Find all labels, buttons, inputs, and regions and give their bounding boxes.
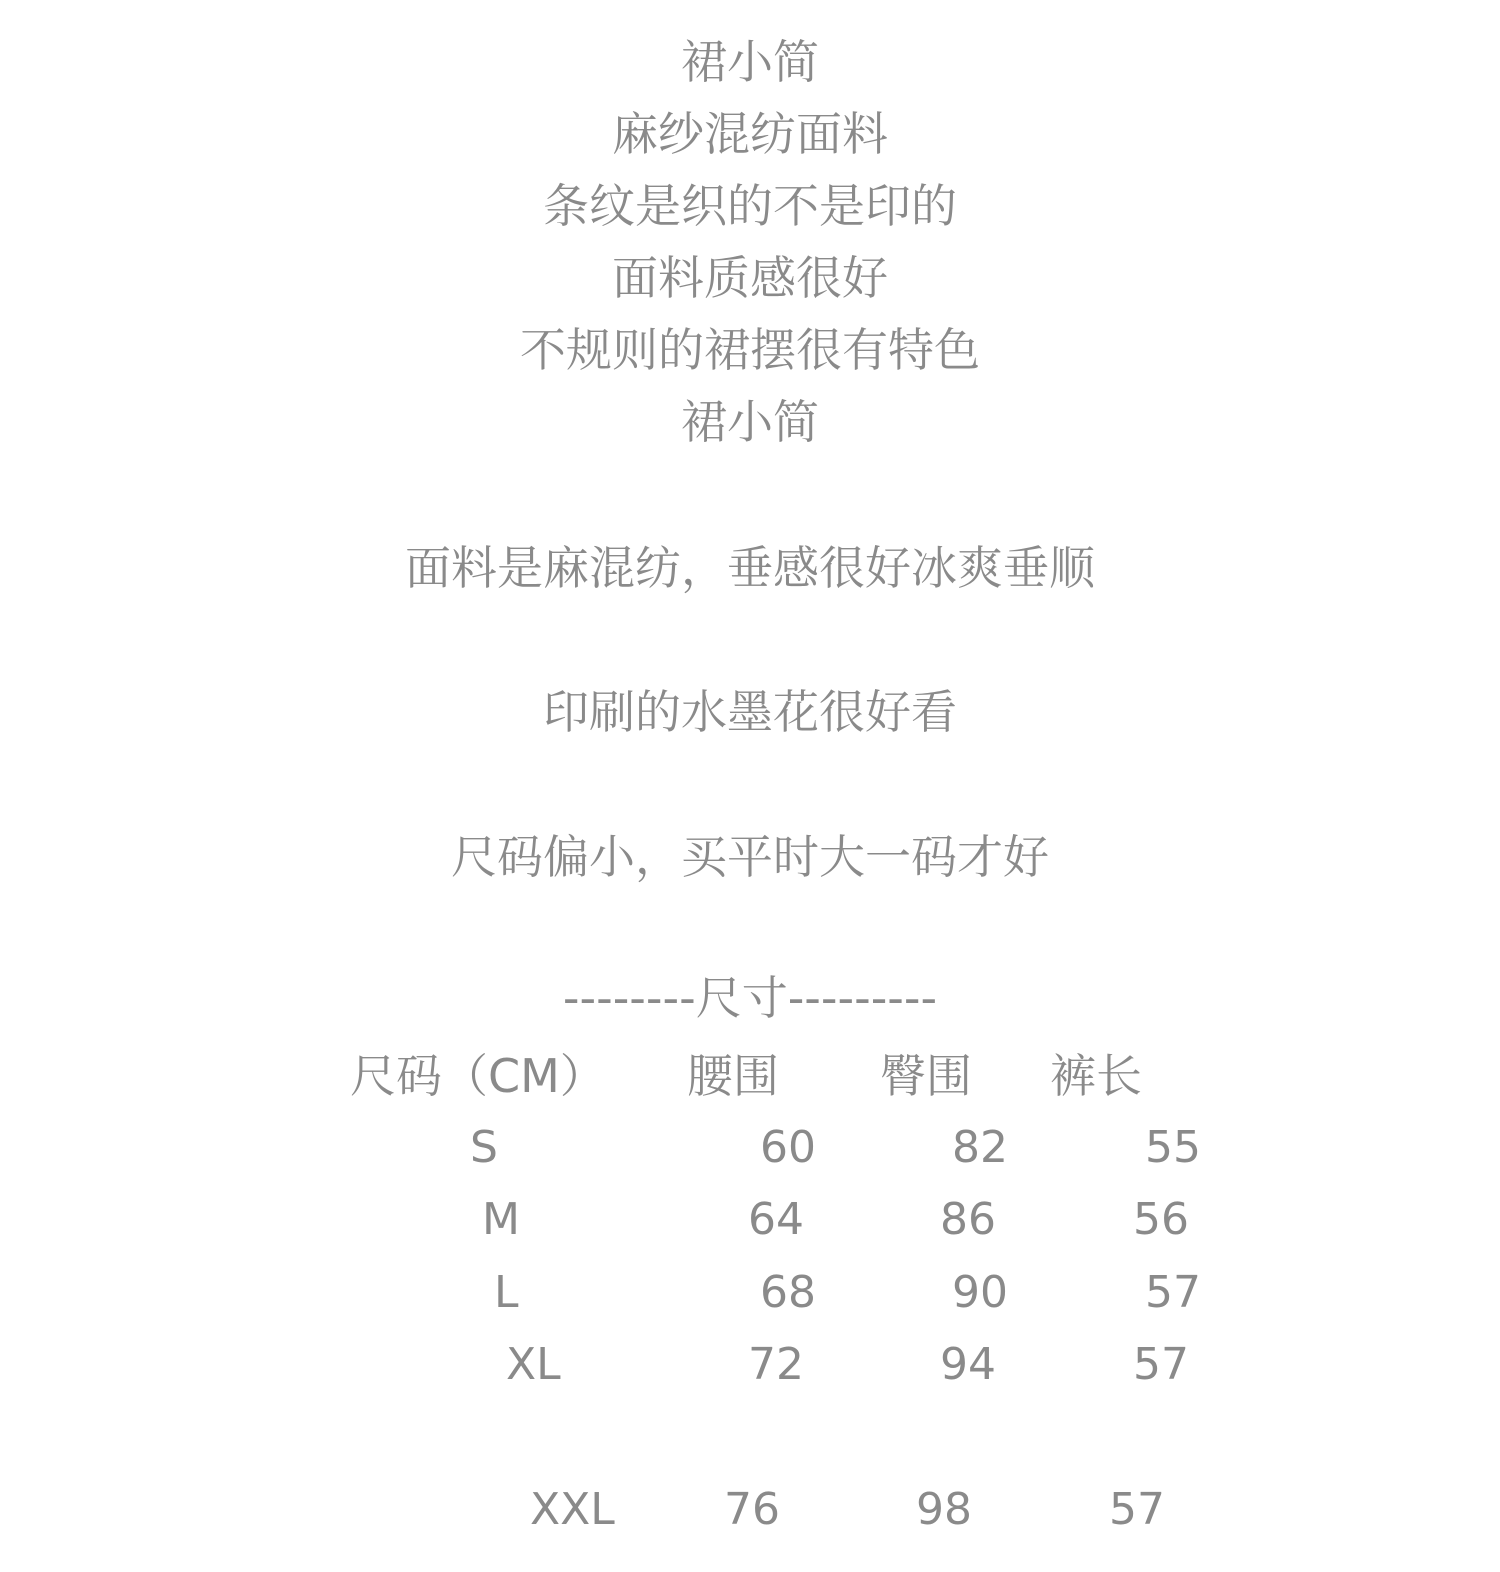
- row-m-size: M: [482, 1194, 520, 1245]
- header-length: 裤长: [1050, 1049, 1142, 1103]
- row-s-length: 55: [1145, 1122, 1201, 1173]
- row-xl-hip: 94: [940, 1339, 996, 1390]
- row-s-hip: 82: [952, 1122, 1008, 1173]
- row-xxl-length: 57: [1109, 1484, 1165, 1535]
- row-xl-waist: 72: [748, 1339, 804, 1390]
- row-m-length: 56: [1133, 1194, 1189, 1245]
- description-line-9: 尺码偏小，买平时大一码才好: [451, 830, 1049, 884]
- header-hip: 臀围: [880, 1049, 972, 1103]
- description-line-8: 印刷的水墨花很好看: [543, 685, 957, 739]
- row-s-waist: 60: [760, 1122, 816, 1173]
- description-line-4: 面料质感很好: [612, 251, 888, 305]
- row-l-hip: 90: [952, 1267, 1008, 1318]
- row-l-length: 57: [1145, 1267, 1201, 1318]
- row-m-waist: 64: [748, 1194, 804, 1245]
- row-xl-length: 57: [1133, 1339, 1189, 1390]
- header-waist: 腰围: [687, 1049, 779, 1103]
- header-size: 尺码（CM）: [350, 1049, 606, 1103]
- description-line-6: 裙小简: [681, 395, 819, 449]
- row-xxl-hip: 98: [916, 1484, 972, 1535]
- row-xl-size: XL: [506, 1339, 561, 1390]
- row-m-hip: 86: [940, 1194, 996, 1245]
- size-section-title: --------尺寸---------: [562, 971, 938, 1025]
- description-line-5: 不规则的裙摆很有特色: [520, 323, 980, 377]
- description-line-1: 裙小简: [681, 35, 819, 89]
- row-l-size: L: [494, 1267, 519, 1318]
- row-s-size: S: [470, 1122, 498, 1173]
- description-line-2: 麻纱混纺面料: [612, 107, 888, 161]
- description-line-3: 条纹是织的不是印的: [543, 179, 957, 233]
- description-line-7: 面料是麻混纺，垂感很好冰爽垂顺: [405, 541, 1095, 595]
- row-xxl-size: XXL: [530, 1484, 615, 1535]
- row-xxl-waist: 76: [724, 1484, 780, 1535]
- row-l-waist: 68: [760, 1267, 816, 1318]
